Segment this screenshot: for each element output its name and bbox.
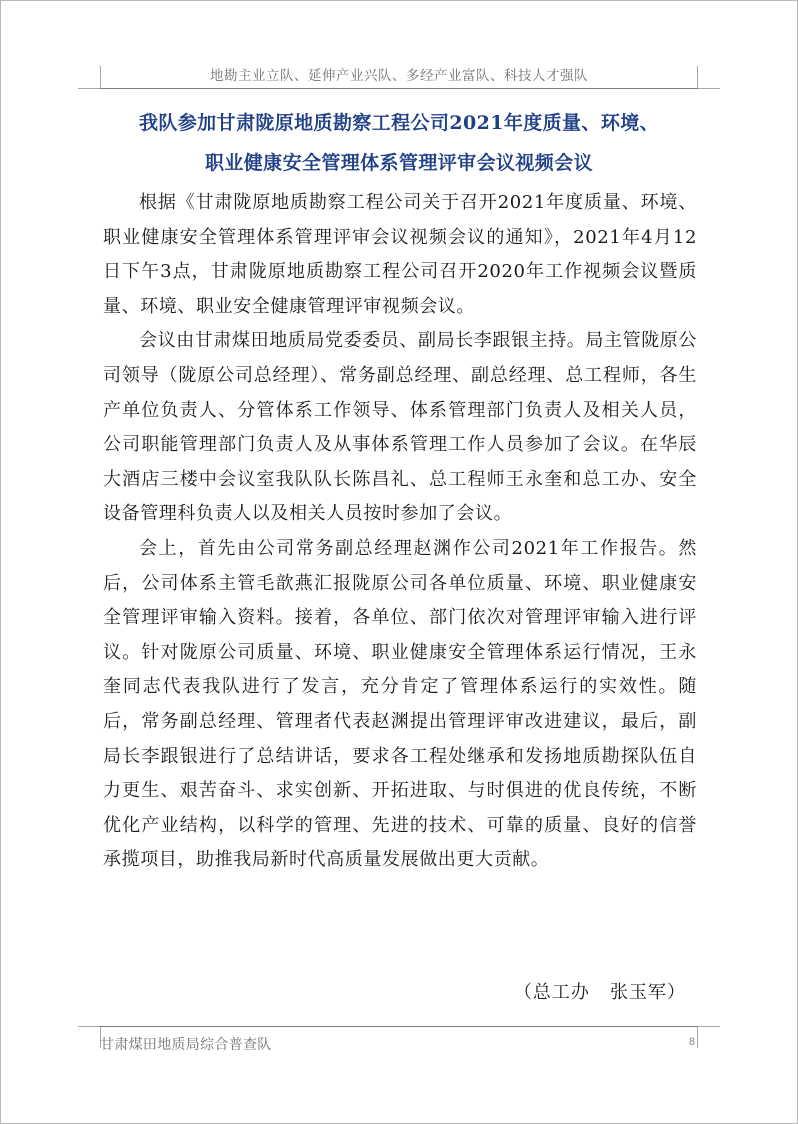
article-title-line-1: 我队参加甘肃陇原地质勘察工程公司2021年度质量、环境、 bbox=[138, 112, 660, 134]
footer-organization: 甘肃煤田地质局综合普查队 bbox=[100, 1037, 272, 1053]
crop-mark-bottom-right-horizontal bbox=[698, 1026, 720, 1027]
page-number: 8 bbox=[688, 1036, 695, 1048]
footer-rule bbox=[100, 1026, 698, 1027]
crop-mark-bottom-right-vertical bbox=[697, 1026, 698, 1048]
article-body bbox=[103, 186, 697, 878]
header-rule bbox=[100, 88, 698, 89]
article-paragraph-3: 会上，首先由公司常务副总经理赵渊作公司2021年工作报告。然后，公司体系主管毛歆燕汇报陇原公司各单位质量、环境、职业健康安全管理评审输入资料。接着，各单位、部门依次对管理评审输入进行评议。针对陇原公司质量、环境、职业健康安全管理体系运行情况，王永奎同志代表我队进行了发言，充分肯定了管理体系运行的实效性。随后，常务副总经理、管理者代表赵渊提出管理评审改进建议，最后，副局长李跟银进行了总结讲话，要求各工程处继承和发扬地质勘探队伍自力更生、艰苦奋斗、求实创新、开拓进取、与时俱进的优良传统，不断优化产业结构，以科学的管理、先进的技术、可靠的质量、良好的信誉承揽项目，助推我局新时代高质量发展做出更大贡献。 bbox=[103, 537, 697, 871]
article-paragraph-1: 根据《甘肃陇原地质勘察工程公司关于召开2021年度质量、环境、职业健康安全管理体系管理评审会议视频会议的通知》，2021年4月12日下午3点，甘肃陇原地质勘察工程公司召开2020年工作视频会议暨质量、环境、职业安全健康管理评审视频会议。 bbox=[103, 192, 697, 317]
crop-mark-top-right-horizontal bbox=[698, 88, 720, 89]
article-signature: （总工办 张玉军） bbox=[513, 982, 686, 1003]
crop-mark-bottom-left-horizontal bbox=[78, 1026, 100, 1027]
crop-mark-top-left-horizontal bbox=[78, 88, 100, 89]
article-title-line-2: 职业健康安全管理体系管理评审会议视频会议 bbox=[204, 152, 593, 174]
article-paragraph-2: 会议由甘肃煤田地质局党委委员、副局长李跟银主持。局主管陇原公司领导（陇原公司总经理）、常务副总经理、副总经理、总工程师，各生产单位负责人、分管体系工作领导、体系管理部门负责人及相关人员，公司职能管理部门负责人及从事体系管理工作人员参加了会议。在华辰大酒店三楼中会议室我队队长陈昌礼、总工程师王永奎和总工办、安全设备管理科负责人以及相关人员按时参加了会议。 bbox=[103, 330, 697, 525]
header-slogan: 地勘主业立队、延伸产业兴队、多经产业富队、科技人才强队 bbox=[210, 68, 588, 84]
